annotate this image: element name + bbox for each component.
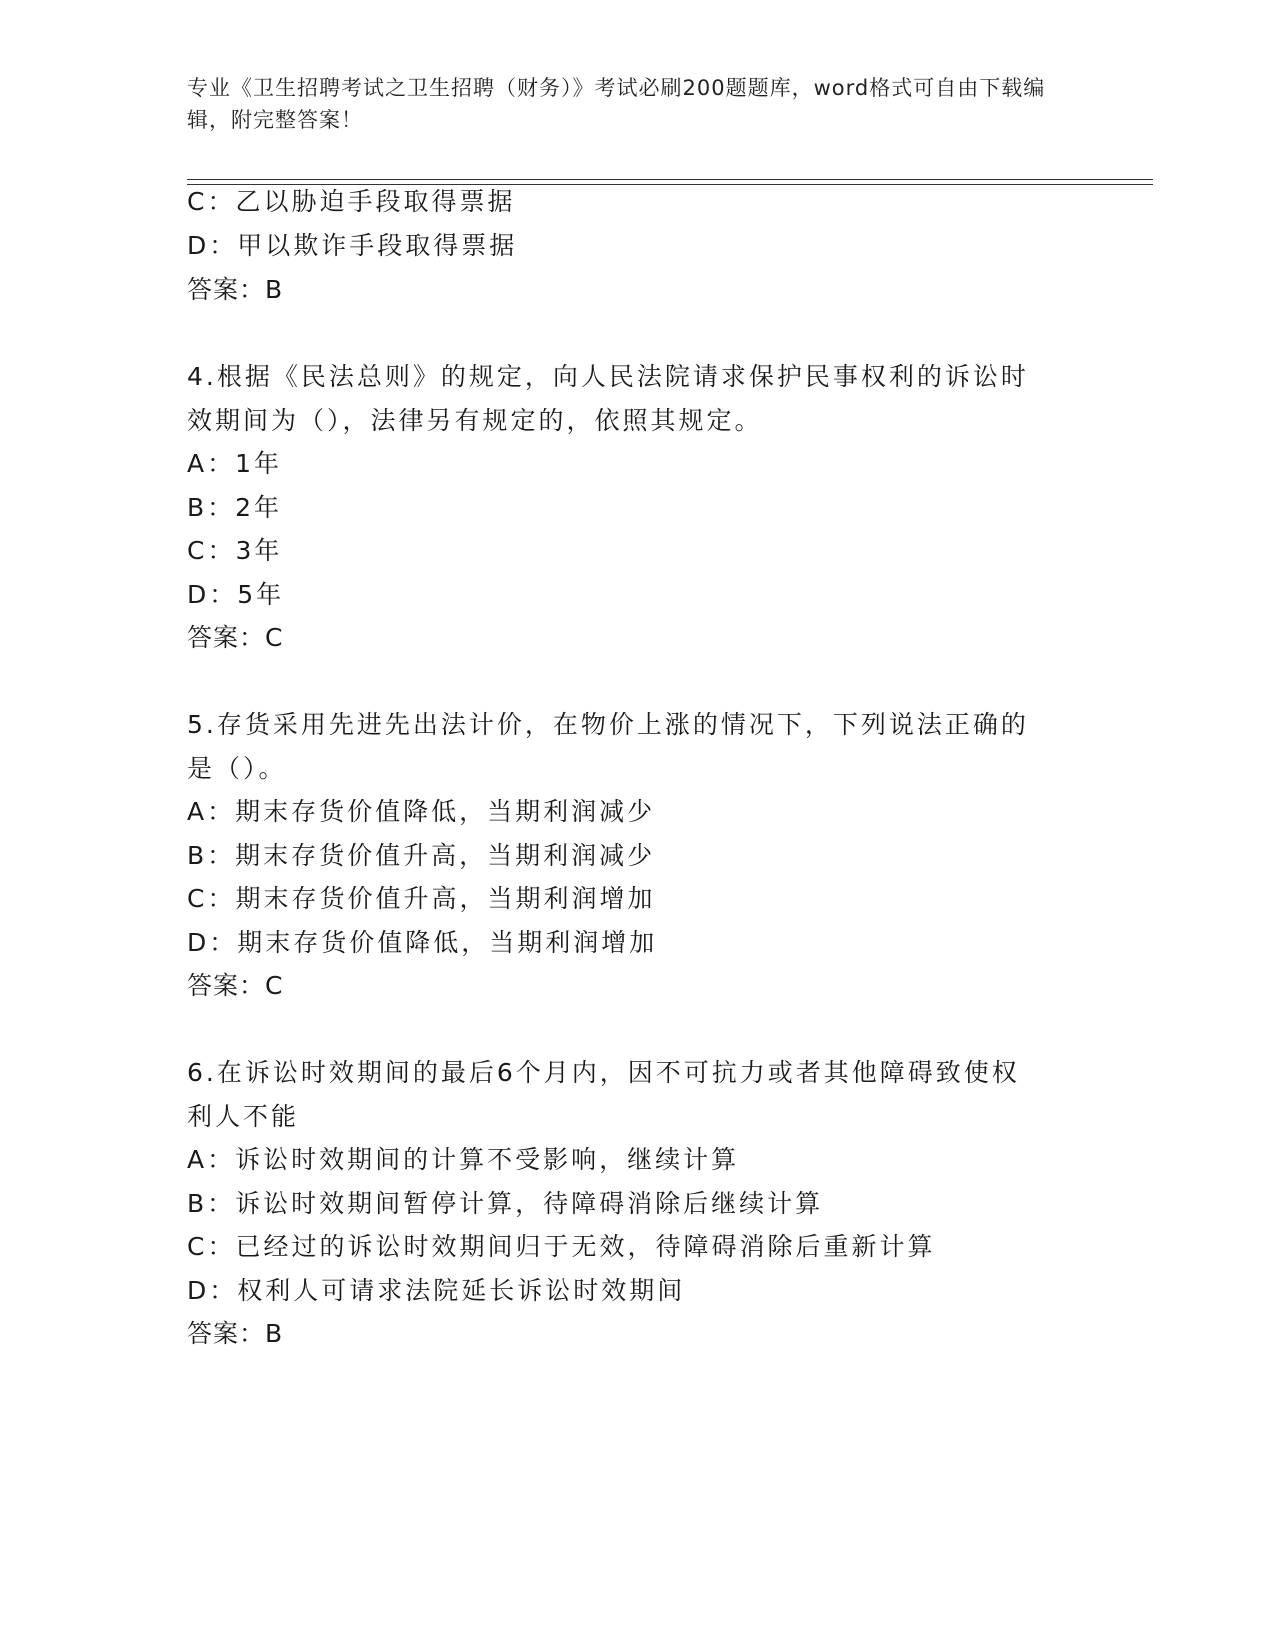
question-text: 利人不能 (187, 1102, 300, 1131)
option-line: B：2年 (187, 493, 283, 522)
question-text: 效期间为（），法律另有规定的，依照其规定。 (187, 406, 763, 435)
option-line: D：甲以欺诈手段取得票据 (187, 231, 518, 260)
option-line: D：期末存货价值降低，当期利润增加 (187, 928, 658, 957)
option-line: D：权利人可请求法院延长诉讼时效期间 (187, 1276, 686, 1305)
option-line: D：5年 (187, 580, 285, 609)
header-divider (187, 179, 1153, 185)
option-line: B：期末存货价值升高，当期利润减少 (187, 841, 656, 870)
answer-line: 答案：B (187, 1319, 284, 1348)
option-line: C：已经过的诉讼时效期间归于无效，待障碍消除后重新计算 (187, 1232, 936, 1261)
option-line: C：乙以胁迫手段取得票据 (187, 187, 516, 216)
option-line: A：1年 (187, 449, 283, 478)
question-text: 6.在诉讼时效期间的最后6个月内，因不可抗力或者其他障碍致使权 (187, 1058, 1020, 1087)
option-line: C：3年 (187, 536, 283, 565)
option-line: A：期末存货价值降低，当期利润减少 (187, 797, 656, 826)
page-header: 专业《卫生招聘考试之卫生招聘（财务）》考试必刷200题题库，word格式可自由下载编辑，附完整答案！ (187, 76, 1046, 132)
answer-line: 答案：C (187, 971, 284, 1000)
option-line: A：诉讼时效期间的计算不受影响，继续计算 (187, 1145, 740, 1174)
option-line: B：诉讼时效期间暂停计算，待障碍消除后继续计算 (187, 1189, 824, 1218)
question-text: 5.存货采用先进先出法计价，在物价上涨的情况下，下列说法正确的 (187, 710, 1029, 739)
answer-line: 答案：B (187, 275, 284, 304)
option-line: C：期末存货价值升高，当期利润增加 (187, 884, 656, 913)
question-text: 4.根据《民法总则》的规定，向人民法院请求保护民事权利的诉讼时 (187, 362, 1029, 391)
answer-line: 答案：C (187, 623, 284, 652)
question-text: 是（）。 (187, 754, 287, 783)
